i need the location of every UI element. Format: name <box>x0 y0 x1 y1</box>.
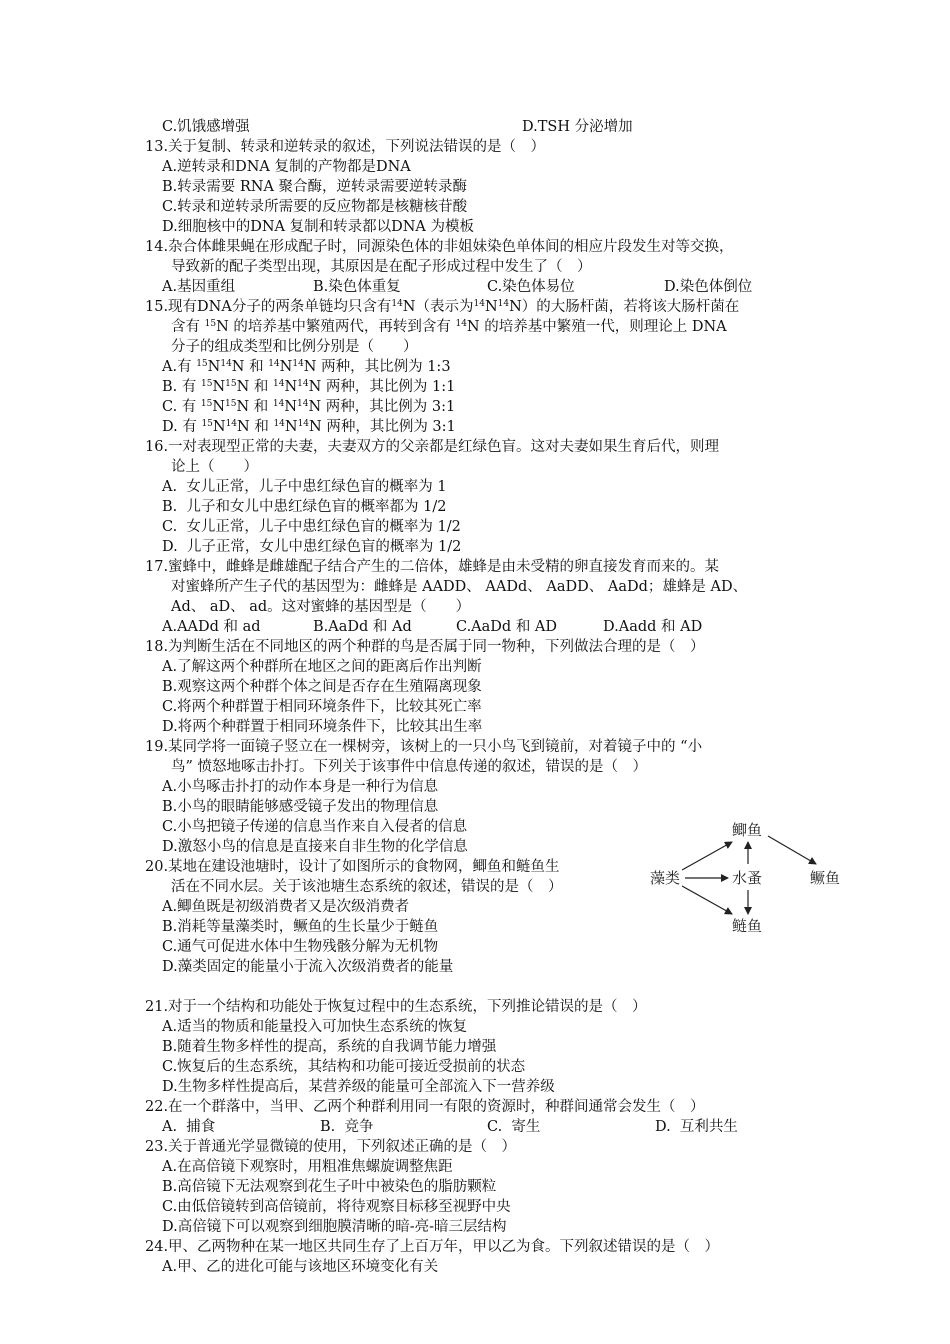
q13-option-d: D.细胞核中的DNA 复制和转录都以DNA 为模板 <box>162 219 475 235</box>
q16-option-c: C. 女儿正常，儿子中患红绿色盲的概率为 1/2 <box>162 519 461 535</box>
question-20: 20.某地在建设池塘时，设计了如图所示的食物网，鲫鱼和鲢鱼生 <box>145 859 560 875</box>
question-17-cont: 对蜜蜂所产生子代的基因型为：雌蜂是 AADD、 AADd、 AaDD、 AaDd；雄蜂是 AD、 <box>171 579 748 595</box>
question-16: 16.一对表现型正常的夫妻，夫妻双方的父亲都是红绿色盲。这对夫妻如果生育后代，则理 <box>145 439 720 455</box>
q15-option-c: C. 有 $^{15}N^{15}N$ 和 $^{14}N^{14}N$ 两种，其比例为 3:1 <box>162 399 456 415</box>
q23-option-c: C.由低倍镜转到高倍镜前，将待观察目标移至视野中央 <box>162 1199 511 1215</box>
arrow-crucian-to-mandarin <box>768 836 816 864</box>
q12-option-c: C.饥饿感增强 <box>162 119 250 135</box>
question-17: 17.蜜蜂中，雌蜂是雌雄配子结合产生的二倍体，雄蜂是由未受精的卵直接发育而来的。某 <box>145 559 720 575</box>
q21-option-b: B.随着生物多样性的提高，系统的自我调节能力增强 <box>162 1039 497 1055</box>
q18-option-b: B.观察这两个种群个体之间是否存在生殖隔离现象 <box>162 679 482 695</box>
question-14-cont: 导致新的配子类型出现，其原因是在配子形成过程中发生了（ ） <box>171 259 592 275</box>
q18-option-a: A.了解这两个种群所在地区之间的距离后作出判断 <box>162 659 482 675</box>
q15-option-d: D. 有 $^{15}N^{14}N$ 和 $^{14}N^{14}N$ 两种，其比例为 3:1 <box>162 419 456 435</box>
q20-option-b: B.消耗等量藻类时，鳜鱼的生长量少于鲢鱼 <box>162 919 439 935</box>
question-17-cont2: Ad、 aD、 ad。这对蜜蜂的基因型是（ ） <box>171 599 471 615</box>
q13-option-c: C.转录和逆转录所需要的反应物都是核糖核苷酸 <box>162 199 468 215</box>
question-21: 21.对于一个结构和功能处于恢复过程中的生态系统，下列推论错误的是（ ） <box>145 999 647 1015</box>
question-16-cont: 论上（ ） <box>171 459 258 475</box>
q19-option-d: D.激怒小鸟的信息是直接来自非生物的化学信息 <box>162 839 468 855</box>
q22-option-a: A. 捕食 <box>162 1119 216 1135</box>
q19-option-b: B.小鸟的眼睛能够感受镜子发出的物理信息 <box>162 799 439 815</box>
question-13: 13.关于复制、转录和逆转录的叙述，下列说法错误的是（ ） <box>145 139 546 155</box>
question-14: 14.杂合体雌果蝇在形成配子时，同源染色体的非姐妹染色单体间的相应片段发生对等交换， <box>145 239 734 255</box>
q20-option-c: C.通气可促进水体中生物残骸分解为无机物 <box>162 939 439 955</box>
q14-option-a: A.基因重组 <box>162 279 236 295</box>
q19-option-a: A.小鸟啄击扑打的动作本身是一种行为信息 <box>162 779 439 795</box>
q23-option-d: D.高倍镜下可以观察到细胞膜清晰的暗-亮-暗三层结构 <box>162 1219 507 1235</box>
question-20-cont: 活在不同水层。关于该池塘生态系统的叙述，错误的是（ ） <box>171 879 563 895</box>
q17-option-c: C.AaDd 和 AD <box>456 619 558 635</box>
q14-option-c: C.染色体易位 <box>487 279 575 295</box>
q18-option-c: C.将两个种群置于相同环境条件下，比较其死亡率 <box>162 699 482 715</box>
node-algae: 藻类 <box>650 869 681 887</box>
q22-option-b: B. 竞争 <box>320 1119 374 1135</box>
q13-option-a: A.逆转录和DNA 复制的产物都是DNA <box>162 159 411 175</box>
question-15-cont2: 分子的组成类型和比例分别是（ ） <box>171 339 418 355</box>
q23-option-a: A.在高倍镜下观察时，用粗准焦螺旋调整焦距 <box>162 1159 453 1175</box>
q16-option-a: A. 女儿正常，儿子中患红绿色盲的概率为 1 <box>162 479 447 495</box>
question-15: 15.现有DNA分子的两条单链均只含有$^{14}$N（表示为$^{14}N^{14}N$）的大肠杆菌，若将该大肠杆菌在 <box>145 299 740 315</box>
question-23: 23.关于普通光学显微镜的使用，下列叙述正确的是（ ） <box>145 1139 517 1155</box>
q23-option-b: B.高倍镜下无法观察到花生子叶中被染色的脂肪颗粒 <box>162 1179 497 1195</box>
q21-option-c: C.恢复后的生态系统，其结构和功能可接近受损前的状态 <box>162 1059 526 1075</box>
q12-option-d: D.TSH 分泌增加 <box>522 119 633 135</box>
question-15-cont: 含有 $^{15}$N 的培养基中繁殖两代，再转到含有 $^{14}$N 的培养基中繁殖一代，则理论上 DNA <box>171 319 727 335</box>
q18-option-d: D.将两个种群置于相同环境条件下，比较其出生率 <box>162 719 483 735</box>
q14-option-d: D.染色体倒位 <box>664 279 753 295</box>
q21-option-d: D.生物多样性提高后，某营养级的能量可全部流入下一营养级 <box>162 1079 555 1095</box>
node-water-flea: 水蚤 <box>732 869 763 887</box>
question-22: 22.在一个群落中，当甲、乙两个种群利用同一有限的资源时，种群间通常会发生（ ） <box>145 1099 705 1115</box>
question-24: 24.甲、乙两物种在某一地区共同生存了上百万年，甲以乙为食。下列叙述错误的是（ ） <box>145 1239 720 1255</box>
q21-option-a: A.适当的物质和能量投入可加快生态系统的恢复 <box>162 1019 468 1035</box>
q20-option-a: A.鲫鱼既是初级消费者又是次级消费者 <box>162 899 410 915</box>
q16-option-d: D. 儿子正常，女儿中患红绿色盲的概率为 1/2 <box>162 539 462 555</box>
q22-option-d: D. 互利共生 <box>655 1119 738 1135</box>
question-18: 18.为判断生活在不同地区的两个种群的鸟是否属于同一物种，下列做法合理的是（ ） <box>145 639 705 655</box>
q16-option-b: B. 儿子和女儿中患红绿色盲的概率都为 1/2 <box>162 499 447 515</box>
arrow-algae-to-crucian <box>682 842 732 870</box>
food-web-diagram <box>640 818 880 946</box>
arrow-algae-to-silver <box>682 886 732 914</box>
q15-option-b: B. 有 $^{15}N^{15}N$ 和 $^{14}N^{14}N$ 两种，其比例为 1:1 <box>162 379 456 395</box>
question-19: 19.某同学将一面镜子竖立在一棵树旁，该树上的一只小鸟飞到镜前，对着镜子中的 “小 <box>145 739 703 755</box>
q17-option-a: A.AADd 和 ad <box>162 619 261 635</box>
q24-option-a: A.甲、乙的进化可能与该地区环境变化有关 <box>162 1259 439 1275</box>
node-crucian-carp: 鲫鱼 <box>732 821 763 839</box>
q15-option-a: A.有 $^{15}N^{14}N$ 和 $^{14}N^{14}N$ 两种，其比例为 1:3 <box>162 359 451 375</box>
q13-option-b: B.转录需要 RNA 聚合酶，逆转录需要逆转录酶 <box>162 179 468 195</box>
node-silver-carp: 鲢鱼 <box>732 917 763 935</box>
q17-option-d: D.Aadd 和 AD <box>603 619 703 635</box>
q17-option-b: B.AaDd 和 Ad <box>313 619 412 635</box>
question-19-cont: 鸟” 愤怒地啄击扑打。下列关于该事件中信息传递的叙述，错误的是（ ） <box>171 759 648 775</box>
q14-option-b: B.染色体重复 <box>313 279 401 295</box>
q19-option-c: C.小鸟把镜子传递的信息当作来自入侵者的信息 <box>162 819 468 835</box>
q20-option-d: D.藻类固定的能量小于流入次级消费者的能量 <box>162 959 454 975</box>
node-mandarin-fish: 鳜鱼 <box>810 869 841 887</box>
q22-option-c: C. 寄生 <box>487 1119 541 1135</box>
